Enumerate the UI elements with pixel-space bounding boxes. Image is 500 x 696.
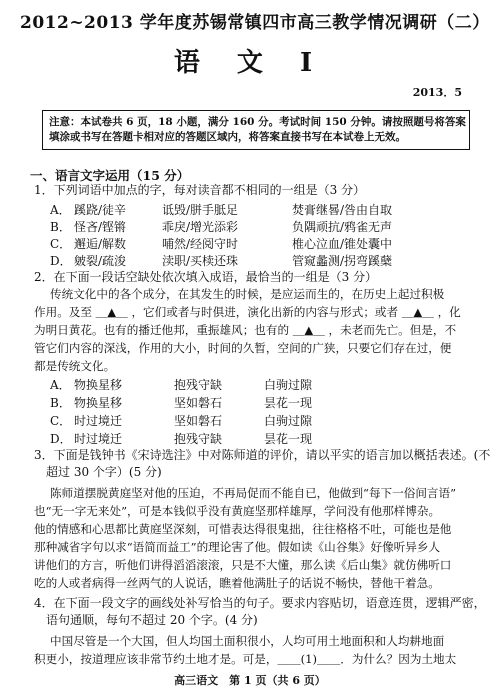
option-label: A． xyxy=(50,203,71,217)
question-stem: 超过 30 个字）(5 分) xyxy=(46,465,162,479)
option-word: 坚如磐石 xyxy=(174,396,223,410)
passage-line: 讲他们的方言，听他们讲得滔滔滚滚，只是不大懂，那么读《后山集》就仿佛听口 xyxy=(34,558,452,572)
question-stem: 3．下面是钱钟书《宋诗选注》中对陈师道的评价，请以平实的语言加以概括表述。(不 xyxy=(34,448,491,462)
option-label: C． xyxy=(50,414,72,428)
option-label: A． xyxy=(50,378,71,392)
option-word: 时过境迁 xyxy=(74,414,123,428)
option-label: C． xyxy=(50,237,72,251)
notice-box xyxy=(42,110,470,150)
option-word: 时过境迁 xyxy=(74,432,123,446)
passage-line: 积更小，按道理应该非常节约土地才是。可是，＿＿(1)＿＿．为什么？因为土地太 xyxy=(34,652,457,666)
passage-line: 作用。及至 ＿▲＿ ，它们或者与时俱进，演化出新的内容与形式；或者 ＿▲＿ ，化 xyxy=(34,305,461,319)
option-word: 白驹过隙 xyxy=(264,378,313,392)
question-stem: 语句通顺，每句不超过 20 个字。(4 分) xyxy=(46,613,258,627)
option-word: 负隅顽抗/鸦雀无声 xyxy=(292,220,393,234)
passage-line: 他的情感和心思都比黄庭坚深刻，可惜表达得很鬼拙，往往格格不吐，可能也是他 xyxy=(34,522,452,536)
passage-line: 为明日黄花。也有的播迁他邦，重振雄风；也有的 ＿▲＿ ，未老而先亡。但是，不 xyxy=(34,323,457,337)
exam-title: 2012~2013 学年度苏锡常镇四市高三教学情况调研（二） xyxy=(20,13,490,33)
passage-line: 都是传统文化。 xyxy=(34,359,116,373)
passage-line: 管它们内容的深浅，作用的大小，时间的久暂，空间的广狭，只要它们存在过，便 xyxy=(34,341,452,355)
option-word: 焚膏继晷/咎由自取 xyxy=(292,203,393,217)
option-word: 管窥蠡测/拐弯蹊蘖 xyxy=(292,254,393,268)
option-word: 抱残守缺 xyxy=(174,378,223,392)
option-word: 邂逅/解数 xyxy=(74,237,127,251)
subject-title: 语 文 Ⅰ xyxy=(173,48,327,78)
option-word: 哺然/经阅守时 xyxy=(162,237,239,251)
option-word: 白驹过隙 xyxy=(264,414,313,428)
question-stem: 2．在下面一段话空缺处依次填入成语，最恰当的一组是（3 分） xyxy=(34,270,378,284)
passage-line: 传统文化中的各个成分，在其发生的时候，是应运而生的，在历史上起过积极 xyxy=(50,287,445,301)
option-word: 昙花一现 xyxy=(264,396,313,410)
option-label: D． xyxy=(50,432,72,446)
option-word: 怪吝/铿锵 xyxy=(74,220,127,234)
option-word: 昙花一现 xyxy=(264,432,313,446)
passage-line: 陈师道摆脱黄庭坚对他的压迫，不再局促而不能自已，他做到“每下一俗间言语” xyxy=(50,486,457,500)
exam-date: 2013．5 xyxy=(412,86,462,99)
question-stem: 4．在下面一段文字的画线处补写恰当的句子。要求内容贴切，语意连贯，逻辑严密， xyxy=(34,596,486,610)
option-word: 乖戾/增光添彩 xyxy=(162,220,239,234)
passage-line: 中国尽管是一个大国，但人均国土面积很小，人均可用土地面积和人均耕地面 xyxy=(50,634,445,648)
option-word: 渎职/买椟还珠 xyxy=(162,254,239,268)
option-label: B． xyxy=(50,220,71,234)
option-word: 坚如磐石 xyxy=(174,414,223,428)
option-word: 诋毁/胼手胝足 xyxy=(162,203,239,217)
option-label: D． xyxy=(50,254,72,268)
section-heading: 一、语言文字运用（15 分） xyxy=(30,168,190,183)
option-word: 物换星移 xyxy=(74,396,123,410)
option-word: 皴裂/疏浚 xyxy=(74,254,127,268)
page-footer: 高三语文 第 1 页（共 6 页） xyxy=(174,674,326,687)
option-word: 椎心泣血/锥处囊中 xyxy=(292,237,393,251)
option-word: 抱残守缺 xyxy=(174,432,223,446)
passage-line: 也“无一字无来处”，可是本钱似乎没有黄庭坚那样雄厚，学问没有他那样博杂。 xyxy=(34,504,441,518)
notice-line: 填涂或书写在答题卡相对应的答题区域内，将答案直接书写在本试卷上无效。 xyxy=(49,131,406,143)
passage-line: 那种减省字句以求“语简而益工”的理论害了他。假如读《山谷集》好像听异乡人 xyxy=(34,540,441,554)
notice-line: 注意：本试卷共 6 页，18 小题，满分 160 分。考试时间 150 分钟。请按照题号将答案 xyxy=(49,116,466,128)
passage-line: 吃的人或者病得一丝两气的人说话，瞧着他满肚子的话说不畅快，替他干着急。 xyxy=(34,576,440,590)
question-stem: 1．下列词语中加点的字，每对读音都不相同的一组是（3 分） xyxy=(34,183,366,197)
option-word: 物换星移 xyxy=(74,378,123,392)
option-label: B． xyxy=(50,396,71,410)
option-word: 蹊跷/徒辛 xyxy=(74,203,127,217)
